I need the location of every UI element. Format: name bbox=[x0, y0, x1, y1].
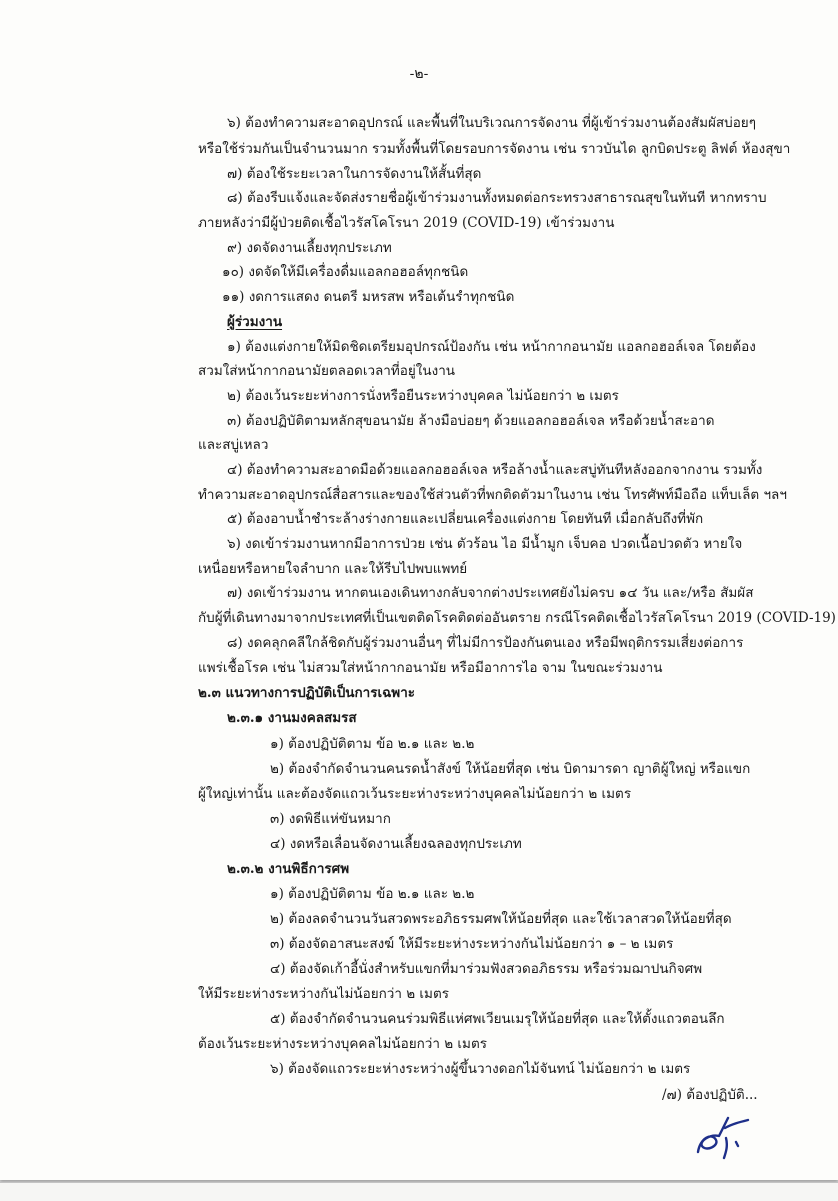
text-line: ๑) ต้องแต่งกายให้มิดชิดเตรียมอุปกรณ์ป้องกัน เช่น หน้ากากอนามัย แอลกอฮอล์เจล โดยต้อง bbox=[227, 339, 756, 355]
text-line: ๒) ต้องเว้นระยะห่างการนั่งหรือยืนระหว่างบุคคล ไม่น้อยกว่า ๒ เมตร bbox=[227, 388, 619, 404]
handwritten-signature bbox=[692, 1112, 752, 1164]
text-line: ๘) งดคลุกคลีใกล้ชิดกับผู้ร่วมงานอื่นๆ ที่ไม่มีการป้องกันตนเอง หรือมีพฤติกรรมเสี่ยงต่อการ bbox=[227, 635, 744, 651]
text-line: ๑๑) งดการแสดง ดนตรี มหรสพ หรือเต้นรำทุกชนิด bbox=[222, 289, 515, 305]
subsection-heading: ๒.๓.๒ งานพิธีการศพ bbox=[227, 861, 350, 877]
text-line: ๙) งดจัดงานเลี้ยงทุกประเภท bbox=[227, 240, 392, 256]
text-line: ๓) ต้องปฏิบัติตามหลักสุขอนามัย ล้างมือบ่อยๆ ด้วยแอลกอฮอล์เจล หรือด้วยน้ำสะอาด bbox=[227, 413, 715, 429]
continuation-note: /๗) ต้องปฏิบัติ... bbox=[662, 1087, 758, 1103]
text-line: ๖) ต้องทำความสะอาดอุปกรณ์ และพื้นที่ในบริเวณการจัดงาน ที่ผู้เข้าร่วมงานต้องสัมผัสบ่อยๆ bbox=[227, 115, 756, 131]
text-line: ๒) ต้องจำกัดจำนวนคนรดน้ำสังข์ ให้น้อยที่สุด เช่น บิดามารดา ญาติผู้ใหญ่ หรือแขก bbox=[270, 761, 751, 777]
text-line: ๗) งดเข้าร่วมงาน หากตนเองเดินทางกลับจากต่างประเทศยังไม่ครบ ๑๔ วัน และ/หรือ สัมผัส bbox=[227, 585, 754, 601]
text-line: กับผู้ที่เดินทางมาจากประเทศที่เป็นเขตติดโรคติดต่ออันตราย กรณีโรคติดเชื้อไวรัสโคโรนา 2019 (COVID-19) bbox=[198, 610, 836, 626]
text-line: ๔) งดหรือเลื่อนจัดงานเลี้ยงฉลองทุกประเภท bbox=[270, 836, 522, 852]
text-line: ๓) ต้องจัดอาสนะสงฆ์ ให้มีระยะห่างระหว่างกันไม่น้อยกว่า ๑ – ๒ เมตร bbox=[270, 936, 674, 952]
next-page-edge bbox=[0, 1182, 838, 1201]
text-line: หรือใช้ร่วมกันเป็นจำนวนมาก รวมทั้งพื้นที่โดยรอบการจัดงาน เช่น ราวบันได ลูกบิดประตู ลิฟต์ ห้องสุขา bbox=[198, 141, 791, 157]
text-line: ทำความสะอาดอุปกรณ์สื่อสารและของใช้ส่วนตัวที่พกติดตัวมาในงาน เช่น โทรศัพท์มือถือ แท็บเล็ต ฯลฯ bbox=[198, 487, 787, 503]
text-line: ๑๐) งดจัดให้มีเครื่องดื่มแอลกอฮอล์ทุกชนิด bbox=[222, 264, 469, 280]
text-line: สวมใส่หน้ากากอนามัยตลอดเวลาที่อยู่ในงาน bbox=[198, 363, 456, 379]
text-line: ๑) ต้องปฏิบัติตาม ข้อ ๒.๑ และ ๒.๒ bbox=[270, 886, 475, 902]
text-line: ๖) งดเข้าร่วมงานหากมีอาการป่วย เช่น ตัวร้อน ไอ มีน้ำมูก เจ็บคอ ปวดเนื้อปวดตัว หายใจ bbox=[227, 536, 743, 552]
section-heading: ผู้ร่วมงาน bbox=[227, 314, 283, 330]
text-line: ต้องเว้นระยะห่างระหว่างบุคคลไม่น้อยกว่า ๒ เมตร bbox=[198, 1036, 487, 1052]
text-line: ๕) ต้องอาบน้ำชำระล้างร่างกายและเปลี่ยนเครื่องแต่งกาย โดยทันที เมื่อกลับถึงที่พัก bbox=[227, 511, 704, 527]
text-line: ๓) งดพิธีแห่ขันหมาก bbox=[270, 811, 391, 827]
subsection-heading: ๒.๓.๑ งานมงคลสมรส bbox=[227, 710, 357, 726]
text-line: ๘) ต้องรีบแจ้งและจัดส่งรายชื่อผู้เข้าร่วมงานทั้งหมดต่อกระทรวงสาธารณสุขในทันที หากทราบ bbox=[227, 190, 767, 206]
text-line: ๕) ต้องจำกัดจำนวนคนร่วมพิธีแห่ศพเวียนเมรุให้น้อยที่สุด และให้ตั้งแถวตอนลึก bbox=[270, 1011, 725, 1027]
text-line: ๒) ต้องลดจำนวนวันสวดพระอภิธรรมศพให้น้อยที่สุด และใช้เวลาสวดให้น้อยที่สุด bbox=[270, 911, 732, 927]
text-line: ๖) ต้องจัดแถวระยะห่างระหว่างผู้ขึ้นวางดอกไม้จันทน์ ไม่น้อยกว่า ๒ เมตร bbox=[270, 1061, 691, 1077]
text-line: ๔) ต้องจัดเก้าอี้นั่งสำหรับแขกที่มาร่วมฟังสวดอภิธรรม หรือร่วมฌาปนกิจศพ bbox=[270, 961, 703, 977]
section-heading: ๒.๓ แนวทางการปฏิบัติเป็นการเฉพาะ bbox=[198, 685, 416, 701]
text-line: ๑) ต้องปฏิบัติตาม ข้อ ๒.๑ และ ๒.๒ bbox=[270, 736, 475, 752]
text-line: แพร่เชื้อโรค เช่น ไม่สวมใส่หน้ากากอนามัย หรือมีอาการไอ จาม ในขณะร่วมงาน bbox=[198, 660, 663, 676]
text-line: ภายหลังว่ามีผู้ป่วยติดเชื้อไวรัสโคโรนา 2019 (COVID-19) เข้าร่วมงาน bbox=[198, 215, 615, 231]
text-line: ให้มีระยะห่างระหว่างกันไม่น้อยกว่า ๒ เมตร bbox=[198, 986, 449, 1002]
text-line: ผู้ใหญ่เท่านั้น และต้องจัดแถวเว้นระยะห่างระหว่างบุคคลไม่น้อยกว่า ๒ เมตร bbox=[198, 786, 632, 802]
page-number: -๒- bbox=[409, 66, 429, 82]
text-line: ๔) ต้องทำความสะอาดมือด้วยแอลกอฮอล์เจล หรือล้างน้ำและสบู่ทันทีหลังออกจากงาน รวมทั้ง bbox=[227, 462, 763, 478]
text-line: ๗) ต้องใช้ระยะเวลาในการจัดงานให้สั้นที่สุด bbox=[227, 166, 482, 182]
text-line: และสบู่เหลว bbox=[198, 437, 269, 453]
text-line: เหนื่อยหรือหายใจลำบาก และให้รีบไปพบแพทย์ bbox=[198, 561, 468, 577]
